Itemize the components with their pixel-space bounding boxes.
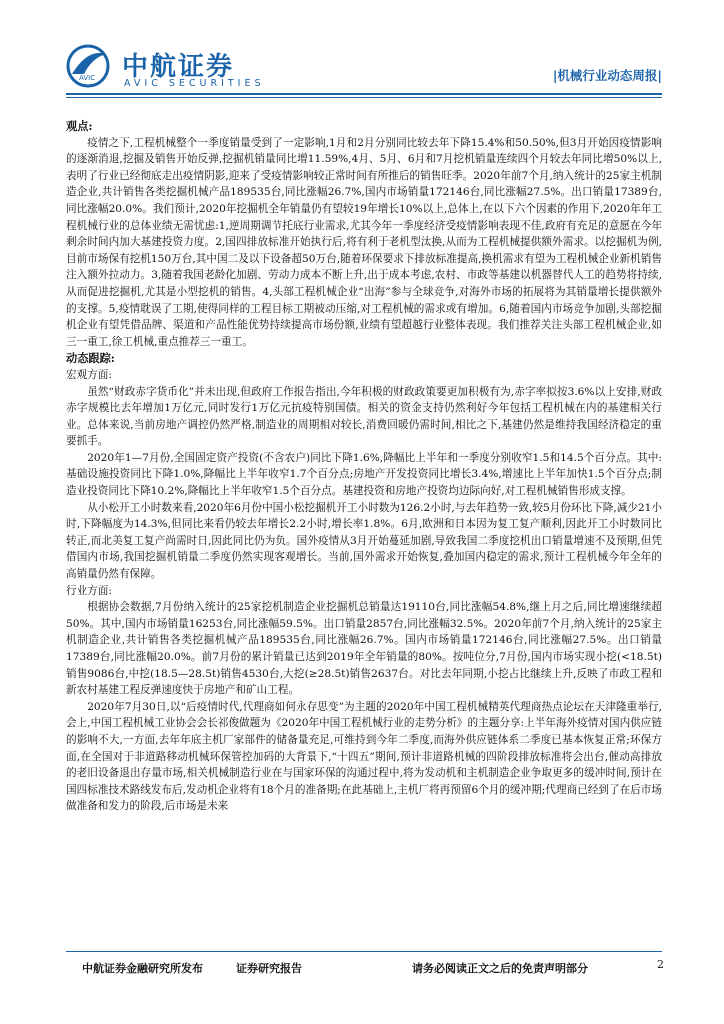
views-paragraph: 疫情之下,工程机械整个一季度销量受到了一定影响,1月和2月分别同比较去年下降15.4%和50.50%,但3月开始因疫情影响的逐渐消退,挖掘及销售开始反弹,挖掘机销量同比增11.59%,4月、5月、6月和7月挖机销量连续四个月较去年同比增50%以上,表明了行业已经彻底走出疫情阴影,迎来了受疫情影响较正常时间有所推后的销售旺季。2020年前7个月,纳入统计的25家主机制造企业,共计销售各类挖掘机械产品189535台,同比涨幅26.7%,国内市场销量172146台,同比涨幅27.5%。出口销量17389台,同比涨幅20.0%。我们预计,2020年挖掘机全年销量仍有望较19年增长10%以上,总体上,在以下六个因素的作用下,2020年年工程机械行业的总体业绩无需忧虑:1,逆周期调节托底行业需求,尤其今年一季度经济受疫情影响表现不佳,政府有充足的意愿在今年剩余时间内加大基建投资力度。2,国四排放标准开始执行后,将有利于老机型汰换,从而为工程机械提供额外需求。以挖掘机为例,目前市场保有挖机150万台,其中国二及以下设备超50万台,随着环保要求下排放标准提高,换机需求有望为工程机械企业新机销售注入额外拉动力。3,随着我国老龄化加剧、劳动力成本不断上升,出于成本考虑,农村、市政等基建以机器替代人工的趋势将持续,从而促进挖掘机,尤其是小型挖机的销售。4,头部工程机械企业“出海”参与全球竞争,对海外市场的拓展将为其销量增长提供额外的支撑。5,疫情耽误了工期,使得同样的工程目标工期被动压缩,对工程机械的需求或有增加。6,随着国内市场竞争加剧,头部挖掘机企业有望凭借品牌、渠道和产品性能优势持续提高市场份额,业绩有望超越行业整体表现。我们推荐关注头部工程机械企业,如三一重工,徐工机械,重点推荐三一重工。	[66, 136, 662, 348]
avic-logo-icon	[66, 44, 110, 88]
footer-rule	[66, 951, 662, 952]
macro-paragraph-1: 虽然“财政赤字货币化”并未出现,但政府工作报告指出,今年积极的财政政策要更加积极有为,赤字率拟按3.6%以上安排,财政赤字规模比去年增加1万亿元,同时发行1万亿元抗疫特别国债。相关的资金支持仍然利好今年包括工程机械在内的基建相关行业。总体来说,当前房地产调控仍然严格,制造业的周期相对较长,消费回暖仍需时间,相比之下,基建仍然是维持我国经济稳定的重要抓手。	[66, 385, 662, 448]
industry-subheading: 行业方面:	[66, 584, 112, 597]
footer-report-type: 证券研究报告	[236, 962, 302, 975]
industry-paragraph-1: 根据协会数据,7月份纳入统计的25家挖机制造企业挖掘机总销量达19110台,同比涨幅54.8%,继上月之后,同比增速继续超50%。其中,国内市场销量16253台,同比涨幅59.5%。出口销量2857台,同比涨幅32.5%。2020年前7个月,纳入统计的25家主机制造企业,共计销售各类挖掘机械产品189535台,同比涨幅26.7%。国内市场销量172146台,同比涨幅27.5%。出口销量17389台,同比涨幅20.0%。前7月份的累计销量已达到2019年全年销量的80%。按吨位分,7月份,国内市场实现小挖(<18.5t)销售9086台,中挖(18.5—28.5t)销售4530台,大挖(≥28.5t)销售2637台。对比去年同期,小挖占比继续上升,反映了市政工程和新农村基建工程反弹速度快于房地产和矿山工程。	[66, 601, 662, 697]
macro-paragraph-3: 从小松开工小时数来看,2020年6月份中国小松挖掘机开工小时数为126.2小时,与去年趋势一致,较5月份环比下降,减少21小时,下降幅度为14.3%,但同比来看仍较去年增长2.2小时,增长率1.8%。6月,欧洲和日本因为复工复产顺利,因此开工小时数同比转正,而北美复工复产尚需时日,因此同比仍为负。国外疫情从3月开始蔓延加剧,导致我国二季度挖机出口销量增速不及预期,但凭借国内市场,我国挖掘机销量二季度仍然实现客观增长。当前,国外需求开始恢复,叠加国内稳定的需求,预计工程机械今年全年的高销量仍然有保障。	[66, 501, 662, 581]
footer-disclaimer: 请务必阅读正文之后的免责声明部分	[412, 962, 588, 975]
header-rule-thin	[66, 97, 662, 98]
macro-paragraph-2: 2020年1—7月份,全国固定资产投资(不含农户)同比下降1.6%,降幅比上半年和一季度分别收窄1.5和14.5个百分点。其中:基础设施投资同比下降1.0%,降幅比上半年收窄1.7个百分点;房地产开发投资同比增长3.4%,增速比上半年加快1.5个百分点;制造业投资同比下降10.2%,降幅比上半年收窄1.5个百分点。基建投资和房地产投资均边际向好,对工程机械销售形成支撑。	[66, 451, 662, 498]
industry-paragraph-2: 2020年7月30日,以“后疫情时代,代理商如何永存思变”为主题的2020年中国工程机械精英代理商热点论坛在天津隆重举行,会上,中国工程机械工业协会会长祁俊做题为《2020年中国工程机械行业的走势分析》的主题分享:上半年海外疫情对国内供应链的影响不大,一方面,去年年底主机厂家部件的储备量充足,可维持到今年二季度,而海外供应链体系二季度已基本恢复正常;环保方面,在全国对于非道路移动机械环保管控加码的大背景下,“十四五”期间,预计非道路机械的四阶段排放标准将会出台,催动高排放的老旧设备退出存量市场,相关机械制造行业在与国家环保的沟通过程中,将为发动机和主机制造企业争取更多的缓冲时间,预计在国四标准技术路线发布后,发动机企业将有18个月的准备期;在此基础上,主机厂将再预留6个月的缓冲期;代理商已经到了在后市场做准备和发力的阶段,后市场是未来	[66, 700, 662, 813]
tracking-heading: 动态跟踪:	[66, 351, 115, 366]
page-number: 2	[657, 958, 664, 971]
footer-publisher: 中航证券金融研究所发布	[82, 962, 203, 975]
page-header	[66, 42, 662, 94]
views-heading: 观点:	[66, 119, 93, 133]
header-rule	[66, 93, 662, 95]
svg-text:AVIC: AVIC	[79, 74, 96, 82]
macro-subheading: 宏观方面:	[66, 368, 112, 381]
brand-name-cn: 中航证券	[122, 52, 235, 82]
brand-name-en: AVIC SECURITIES	[124, 78, 265, 89]
report-body	[66, 118, 662, 815]
report-category-tag: |机械行业动态周报|	[552, 68, 662, 83]
